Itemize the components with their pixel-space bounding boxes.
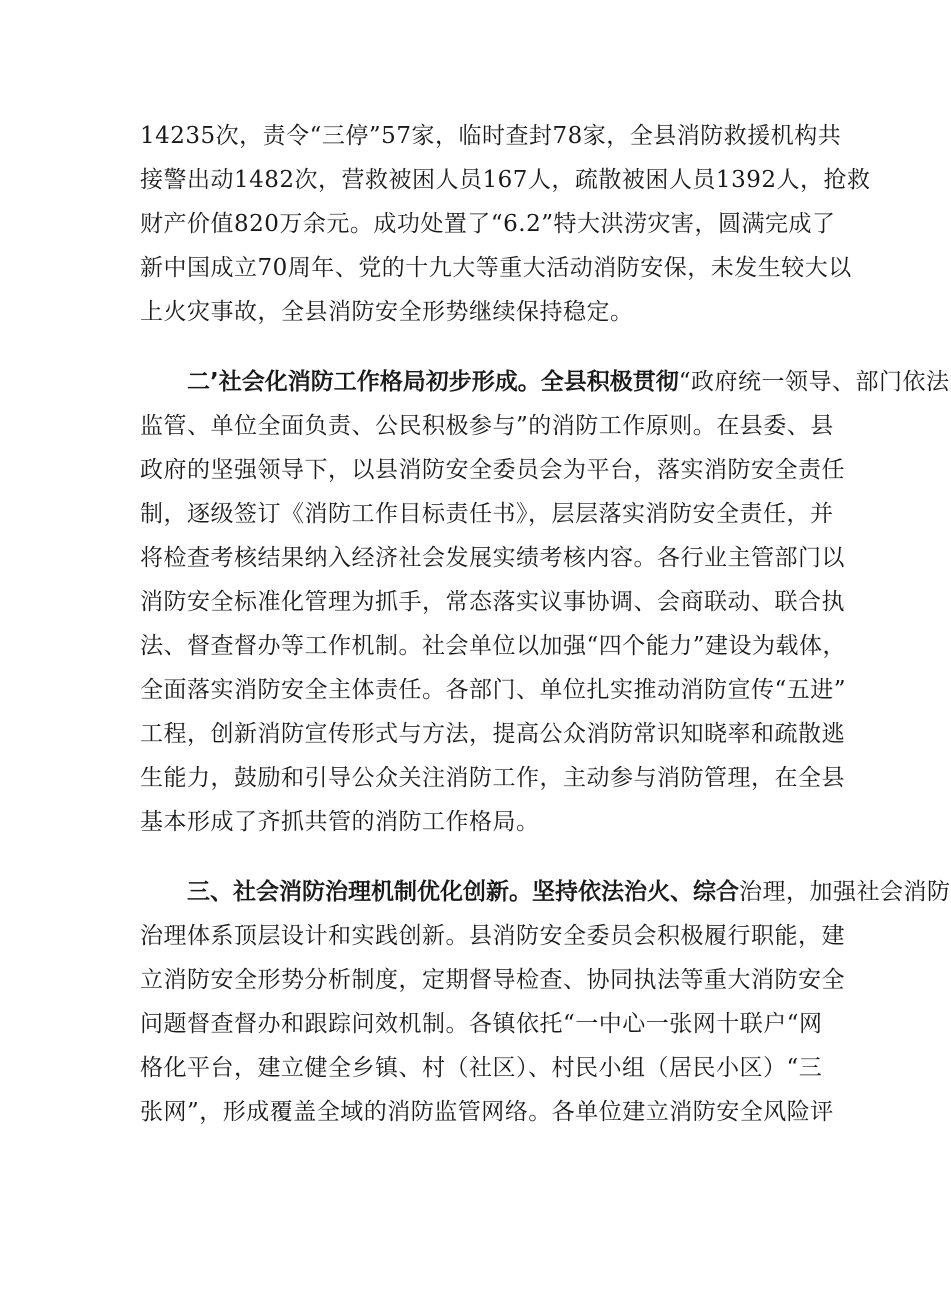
paragraph-2-line-6: 消防安全标准化管理为抓手，常态落实议事协调、会商联动、联合执 (140, 589, 845, 615)
paragraph-2-line-5: 将检查考核结果纳入经济社会发展实绩考核内容。各行业主管部门以 (140, 545, 845, 571)
paragraph-2-line-7: 法、督查督办等工作机制。社会单位以加强“四个能力”建设为载体， (140, 633, 847, 659)
paragraph-2-line-4: 制，逐级签订《消防工作目标责任书》，层层落实消防安全责任，并 (140, 501, 834, 527)
paragraph-3-heading: 三、社会消防治理机制优化创新。坚持依法治火、综合 (187, 879, 739, 905)
paragraph-3-line-5: 格化平台，建立健全乡镇、村（社区）、村民小组（居民小区）“三 (140, 1055, 823, 1081)
paragraph-1-line-2: 接警出动1482次，营救被困人员167人，疏散被困人员1392人，抢救 (140, 167, 871, 193)
paragraph-3-line-4: 问题督查督办和跟踪问效机制。各镇依托“一中心一张网十联户“网 (140, 1011, 823, 1037)
paragraph-2-heading: 二’社会化消防工作格局初步形成。全县积极贯彻 (187, 369, 679, 395)
paragraph-1-line-4: 新中国成立70周年、党的十九大等重大活动消防安保，未发生较大以 (140, 255, 852, 281)
paragraph-2-line-3: 政府的坚强领导下，以县消防安全委员会为平台，落实消防安全责任 (140, 457, 845, 483)
paragraph-2-line-8: 全面落实消防安全主体责任。各部门、单位扎实推动消防宣传“五进” (140, 677, 847, 703)
paragraph-2-line-2: 监管、单位全面负责、公民积极参与”的消防工作原则。在县委、县 (140, 413, 834, 439)
paragraph-3-line-3: 立消防安全形势分析制度，定期督导检查、协同执法等重大消防安全 (140, 967, 845, 993)
paragraph-3-line-1 (187, 872, 951, 912)
paragraph-2-line-10: 生能力，鼓励和引导公众关注消防工作，主动参与消防管理，在全县 (140, 765, 845, 791)
paragraph-2-line-11: 基本形成了齐抓共管的消防工作格局。 (140, 809, 540, 835)
paragraph-1-line-5: 上火灾事故，全县消防安全形势继续保持稳定。 (140, 299, 634, 325)
paragraph-1-line-1: 14235次，责令“三停”57家，临时查封78家，全县消防救援机构共 (140, 123, 842, 149)
paragraph-3-line-6: 张网”，形成覆盖全域的消防监管网络。各单位建立消防安全风险评 (140, 1099, 834, 1125)
paragraph-3-line-2: 治理体系顶层设计和实践创新。县消防安全委员会积极履行职能，建 (140, 923, 845, 949)
paragraph-2-line-9: 工程，创新消防宣传形式与方法，提高公众消防常识知晓率和疏散逃 (140, 721, 845, 747)
paragraph-2-line-1 (187, 362, 950, 402)
paragraph-3-first-line-rest: 治理，加强社会消防 (739, 879, 951, 905)
paragraph-1-line-3: 财产价值820万余元。成功处置了“6.2”特大洪涝灾害，圆满完成了 (140, 211, 836, 237)
paragraph-2-first-line-rest: “政府统一领导、部门依法 (678, 369, 950, 395)
